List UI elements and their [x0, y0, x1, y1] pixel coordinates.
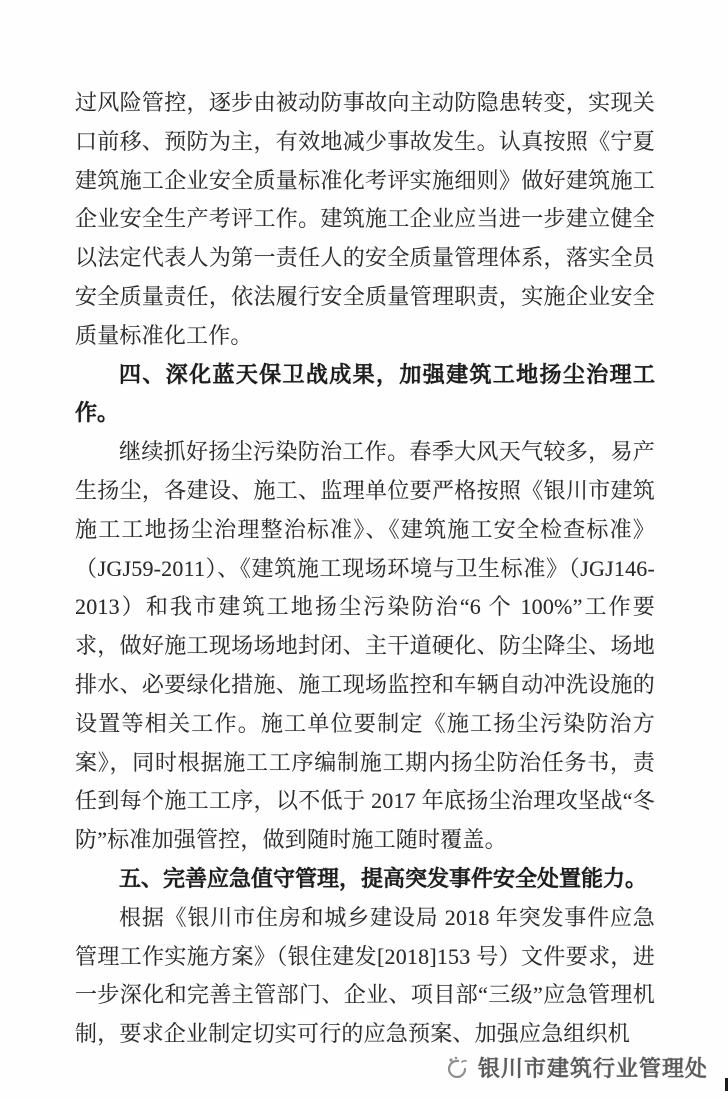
paragraph-emergency-management: 根据《银川市住房和城乡建设局 2018 年突发事件应急管理工作实施方案》（银住建发[2018]153 号）文件要求，进一步深化和完善主管部门、企业、项目部“三级”应急管理机制，要求企业制定切实可行的应急预案、加强应急组织机 [75, 904, 655, 1047]
publisher-watermark [444, 1052, 708, 1083]
paragraph-dust-control: 继续抓好扬尘污染防治工作。春季大风天气较多，易产生扬尘，各建设、施工、监理单位要严格按照《银川市建筑施工工地扬尘治理整治标准》、《建筑施工安全检查标准》（JGJ59-2011）、《建筑施工现场环境与卫生标准》（JGJ146-2013）和我市建筑工地扬尘污染防治“6 个 100%”工作要求，做好施工现场场地封闭、主干道硬化、防尘降尘、场地排水、必要绿化措施、施工现场监控和车辆自动冲洗设施的设置等相关工作。施工单位要制定《施工扬尘污染防治方案》，同时根据施工工序编制施工期内扬尘防治任务书，责任到每个施工工序，以不低于 2017 年底扬尘治理攻坚战“冬防”标准加强管控，做到随时施工随时覆盖。 [75, 439, 655, 853]
section-heading-five: 五、完善应急值守管理，提高突发事件安全处置能力。 [119, 865, 648, 891]
paragraph-continuation: 过风险管控，逐步由被动防事故向主动防隐患转变，实现关口前移、预防为主，有效地减少事故发生。认真按照《宁夏建筑施工企业安全质量标准化考评实施细则》做好建筑施工企业安全生产考评工作。建筑施工企业应当进一步建立健全以法定代表人为第一责任人的安全质量管理体系，落实全员安全质量责任，依法履行安全质量管理职责，实施企业安全质量标准化工作。 [75, 90, 655, 348]
publisher-logo-icon [444, 1055, 472, 1081]
document-body [75, 84, 655, 1054]
publisher-name: 银川市建筑行业管理处 [477, 1056, 708, 1081]
section-heading-four: 四、深化蓝天保卫战成果，加强建筑工地扬尘治理工作。 [75, 361, 655, 426]
